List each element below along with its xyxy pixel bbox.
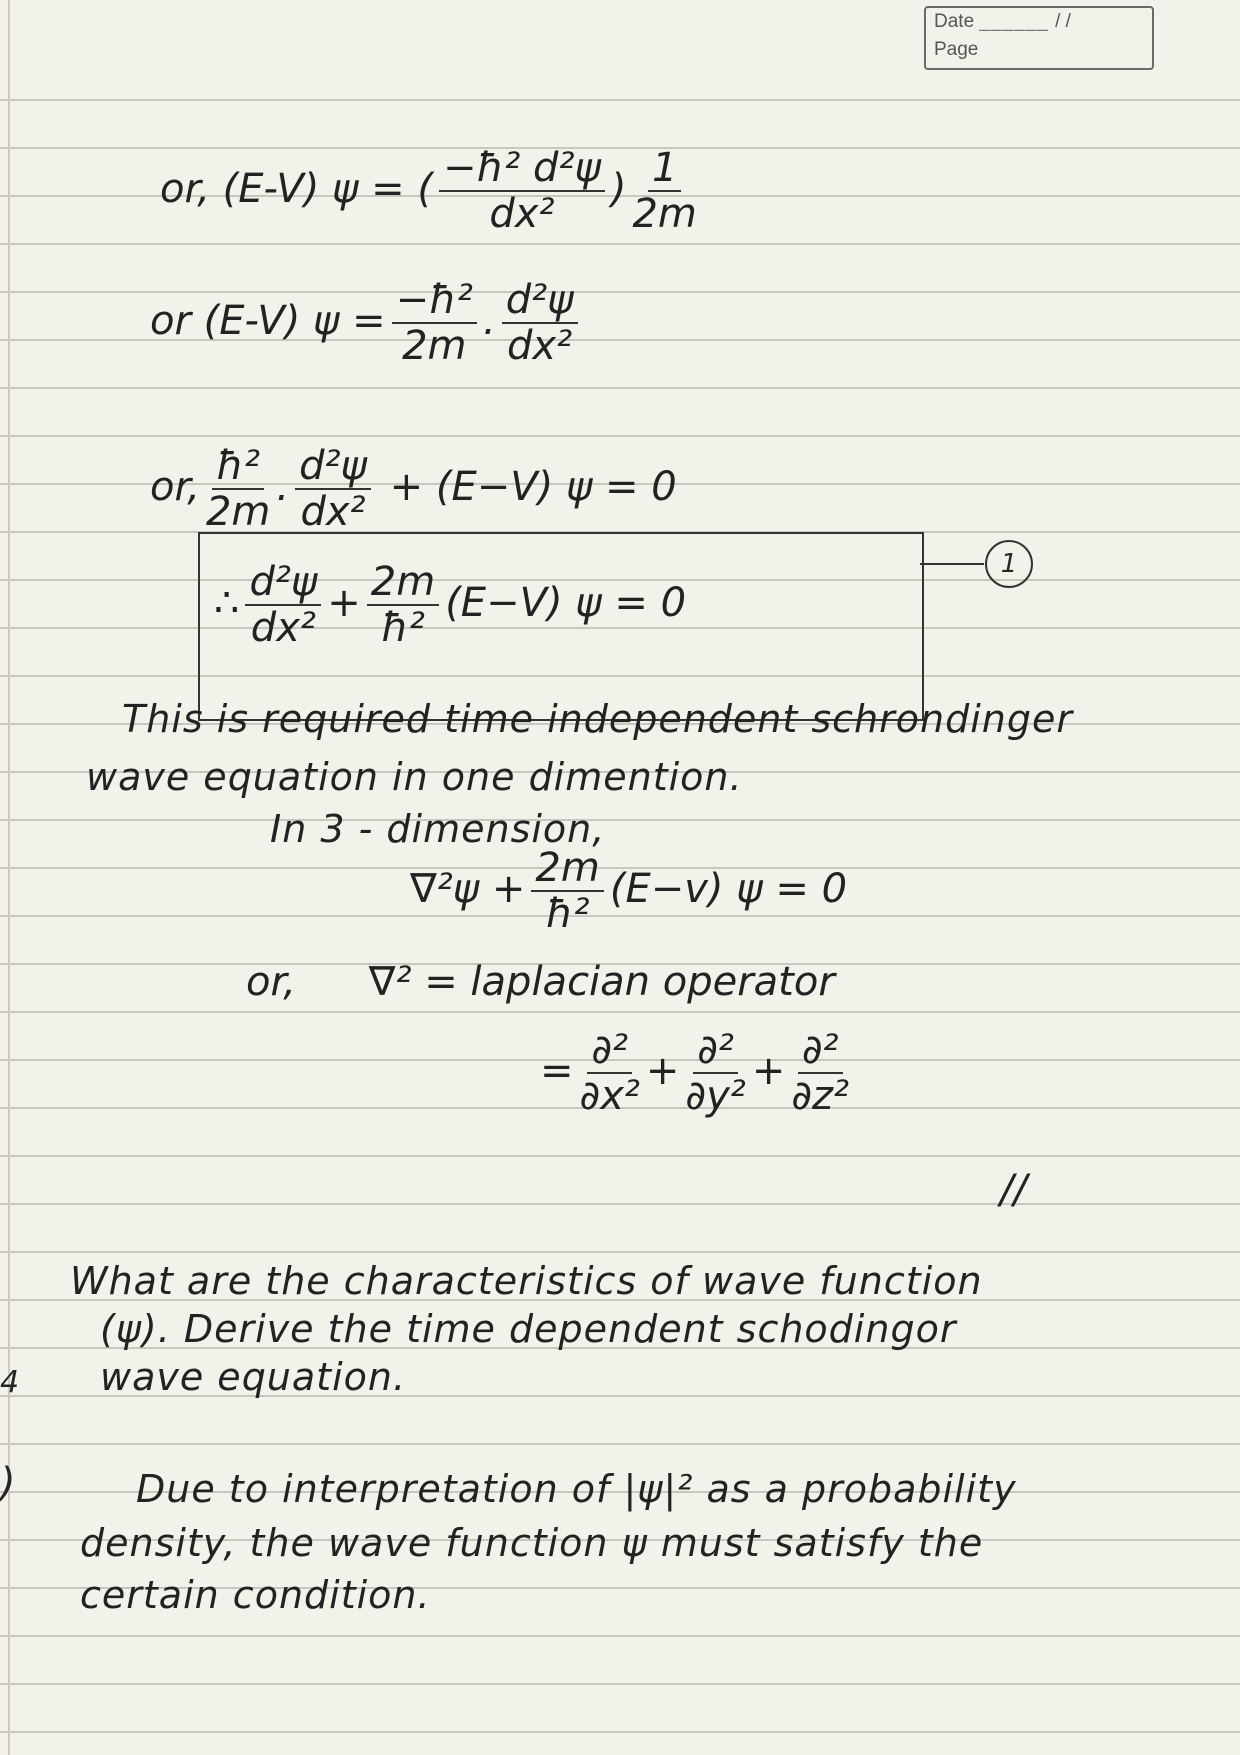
eq3-f1-num: ħ² xyxy=(212,446,264,490)
eq4-fraction-1 xyxy=(245,559,321,651)
eq3-f1-den: 2m xyxy=(205,489,271,535)
question-line3: wave equation. xyxy=(100,1355,407,1399)
answer-line3: certain condition. xyxy=(80,1573,431,1617)
eq5-num: 2m xyxy=(531,848,603,892)
eq4-fraction-2 xyxy=(367,559,439,651)
eq3-fraction-1 xyxy=(205,443,271,535)
eq3-prefix: or, xyxy=(150,464,200,510)
eq4-f1-den: dx² xyxy=(250,605,316,651)
eq7-plus-2: + xyxy=(751,1048,786,1094)
question-line2: (ψ). Derive the time dependent schodingor xyxy=(100,1307,957,1351)
eq3-f2-num: d²ψ xyxy=(295,446,371,490)
eq7-f2-num: ∂² xyxy=(693,1030,738,1074)
tag-leader-line xyxy=(920,563,984,565)
eq7-equals: = xyxy=(540,1048,574,1094)
eq3-fraction-2 xyxy=(295,443,371,535)
eq2-f1-den: 2m xyxy=(402,323,467,369)
eq1-f2-den: 2m xyxy=(632,191,697,237)
eq2-prefix: or (E-V) ψ = xyxy=(150,298,386,344)
eq2-dot: . xyxy=(482,298,496,344)
eq7-f1-den: ∂x² xyxy=(579,1073,640,1119)
eq5-lhs: ∇²ψ + xyxy=(410,866,526,912)
text1-line1: This is required time independent schrondinger xyxy=(122,697,1073,741)
eq2-f1-num: −ħ² xyxy=(392,280,477,324)
eq1-fraction xyxy=(439,145,605,237)
eq4-f1-num: d²ψ xyxy=(245,562,321,606)
answer-line2: density, the wave function ψ must satisfy the xyxy=(80,1521,984,1565)
end-mark: // xyxy=(1000,1167,1027,1213)
eq1-prefix: or, (E-V) ψ = ( xyxy=(160,166,433,212)
eq1-f2-num: 1 xyxy=(648,148,681,192)
eq7-plus-1: + xyxy=(645,1048,680,1094)
equation-tag: 1 xyxy=(985,540,1033,588)
eq4-f2-den: ħ² xyxy=(381,605,425,651)
eq5-fraction xyxy=(531,845,603,937)
equation-7 xyxy=(540,1027,855,1119)
eq7-f3-num: ∂² xyxy=(798,1030,843,1074)
eq2-fraction-1 xyxy=(392,277,477,369)
eq7-f3-den: ∂z² xyxy=(791,1073,850,1119)
text1-line2: wave equation in one dimention. xyxy=(86,755,743,799)
question-line1: What are the characteristics of wave function xyxy=(70,1259,983,1303)
equation-3 xyxy=(150,443,677,535)
date-page-stamp xyxy=(924,6,1154,70)
equation-1 xyxy=(160,145,703,237)
eq5-den: ħ² xyxy=(545,891,590,937)
page-field xyxy=(934,39,978,61)
eq4-f2-num: 2m xyxy=(367,562,439,606)
eq4-suffix: (E−V) ψ = 0 xyxy=(445,580,687,626)
equation-4 xyxy=(214,559,687,651)
equation-6 xyxy=(246,959,835,1005)
date-value: / / xyxy=(1055,11,1071,32)
eq7-fraction-y xyxy=(685,1027,746,1119)
therefore-symbol: ∴ xyxy=(214,580,240,626)
eq1-fraction-2 xyxy=(632,145,697,237)
date-field: Date ______ / / xyxy=(934,11,1071,32)
eq3-suffix: + (E−V) ψ = 0 xyxy=(389,464,677,510)
eq7-fraction-z xyxy=(791,1027,850,1119)
eq2-f2-den: dx² xyxy=(507,323,573,369)
eq1-num: −ħ² d²ψ xyxy=(439,148,605,192)
eq2-f2-num: d²ψ xyxy=(502,280,578,324)
eq3-dot: . xyxy=(276,464,290,510)
eq7-fraction-x xyxy=(579,1027,640,1119)
eq3-f2-den: dx² xyxy=(300,489,366,535)
eq4-plus: + xyxy=(327,580,361,626)
eq6-laplacian: ∇² = laplacian operator xyxy=(368,959,835,1005)
answer-mark: ) xyxy=(0,1460,16,1506)
equation-2 xyxy=(150,277,584,369)
eq5-intro: In 3 - dimension, xyxy=(270,807,606,851)
eq1-den: dx² xyxy=(489,191,555,237)
eq5-suffix: (E−v) ψ = 0 xyxy=(609,866,848,912)
page-label: Page xyxy=(934,39,979,60)
eq7-f1-num: ∂² xyxy=(587,1030,632,1074)
question-number: 4 xyxy=(0,1365,20,1400)
equation-5 xyxy=(410,845,848,937)
eq1-close: ) xyxy=(610,166,627,212)
eq2-fraction-2 xyxy=(502,277,578,369)
eq6-prefix: or, xyxy=(246,959,296,1005)
date-label: Date xyxy=(934,11,975,32)
answer-line1: Due to interpretation of |ψ|² as a probability xyxy=(136,1467,1017,1511)
eq7-f2-den: ∂y² xyxy=(685,1073,746,1119)
